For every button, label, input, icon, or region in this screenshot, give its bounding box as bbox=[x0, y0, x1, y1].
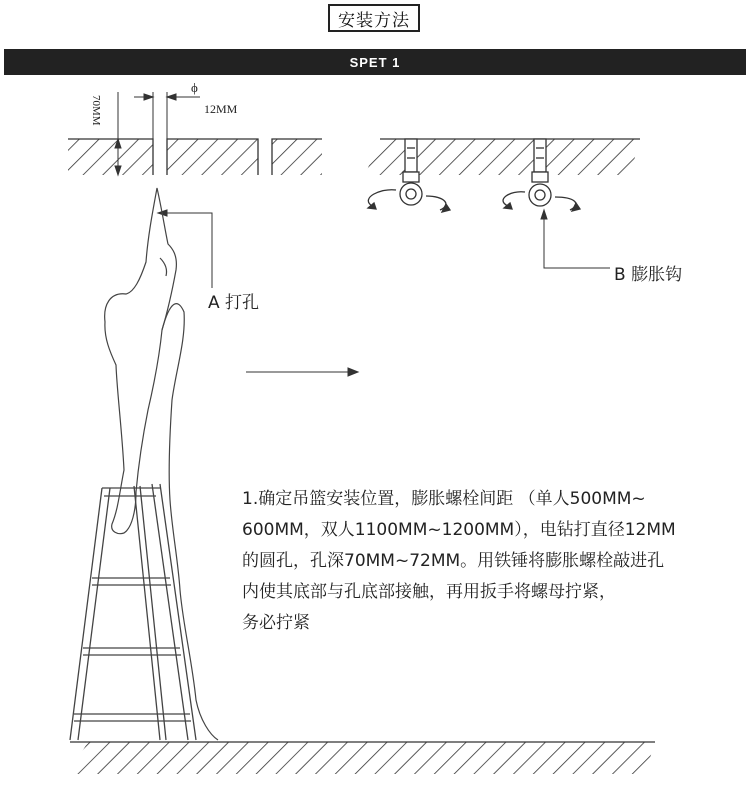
instruction-line: 务必拧紧 bbox=[242, 613, 310, 633]
page-title: 安装方法 bbox=[328, 4, 420, 32]
instruction-line: 1.确定吊篮安装位置，膨胀螺栓间距 （单人500MM~ bbox=[242, 489, 646, 509]
instruction-line: 内使其底部与孔底部接触，再用扳手将螺母拧紧， bbox=[242, 582, 616, 602]
instruction-line: 600MM，双人1100MM~1200MM），电钻打直径12MM bbox=[242, 520, 676, 540]
ceiling-left bbox=[68, 139, 322, 175]
step-label: SPET 1 bbox=[349, 54, 401, 70]
drill-leader bbox=[158, 210, 212, 288]
floor bbox=[68, 742, 655, 774]
depth-dimension-label: 70MM bbox=[90, 95, 102, 126]
instruction-text bbox=[242, 484, 732, 639]
ladder bbox=[70, 484, 196, 740]
diameter-symbol: ϕ bbox=[191, 80, 198, 95]
hook-label: B 膨胀钩 bbox=[614, 265, 683, 285]
instruction-line: 的圆孔，孔深70MM~72MM。用铁锤将膨胀螺栓敲进孔 bbox=[242, 551, 665, 571]
diameter-label: 12MM bbox=[204, 102, 238, 116]
hook-leader bbox=[541, 210, 610, 268]
drill-label: A 打孔 bbox=[208, 293, 260, 313]
direction-arrow bbox=[246, 368, 358, 376]
worker-figure bbox=[105, 188, 218, 740]
